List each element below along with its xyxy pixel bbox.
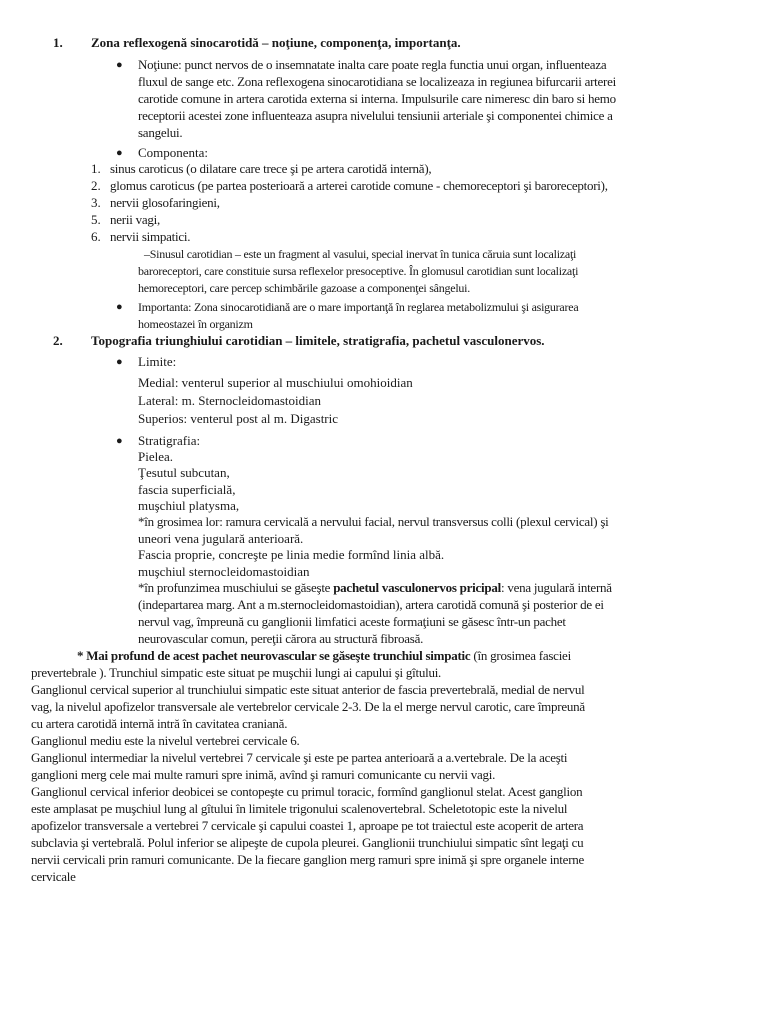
section-1-title: Zona reflexogenă sinocarotidă – noţiune, componenţa, importanţa. [91,35,461,50]
trunchi-line: prevertebrale ). Trunchiul simpatic este situat pe muşchii lungi ai capului şi gîtului. [31,665,442,680]
notiune-line: fluxul de sange etc. Zona reflexogena sinocarotidiana se localizeaza in regiunea bifurcarii arterei [138,74,617,89]
component-number: 6. [91,229,101,244]
notiune-line: carotide comune in artera carotida externa si interna. Impulsurile care nimeresc din baro si hemo [138,91,616,106]
stratigrafia-line: muşchiul platysma, [138,498,240,513]
bullet-icon: ● [116,301,123,313]
trunchi-intro-rest: (în grosimea fasciei [470,648,571,663]
profunzime-line: neurovascular comun, pereţii cărora au structură fibroasă. [138,631,424,646]
stratigrafia-line: uneori vena jugulară anterioară. [138,531,304,546]
sinus-para-line: –Sinusul carotidian – este un fragment al vasului, special inervat în tunica căruia sunt localizaţi [144,247,577,261]
trunchi-intro-line [77,648,571,664]
component-item: nervii simpatici. [110,229,191,244]
component-item: nerii vagi, [110,212,160,227]
trunchi-intro-bold: * Mai profund de acest pachet neurovascular se găseşte trunchiul simpatic [77,648,471,663]
stratigrafia-label: Stratigrafia: [138,433,201,448]
limite-line: Medial: venterul superior al muschiului omohioidian [138,375,413,390]
trunchi-line: vag, la nivelul apofizelor transversale ale vertebrelor cervicale 2-3. De la el merge nervul carotic, care împreună [31,699,585,714]
profunzime-line: (indepartarea marg. Ant a m.sternocleidomastoidian), artera carotidă comună şi posterior de ei [138,597,604,612]
pachet-vasculonervos-term: pachetul vasculonervos pricipal [333,580,501,595]
limite-label: Limite: [138,354,177,369]
stratigrafia-line: Ţesutul subcutan, [138,465,230,480]
section-2-number: 2. [53,333,63,348]
trunchi-line: Ganglionul cervical inferior deobicei se contopeşte cu primul toracic, formînd ganglionul stelat. Acest ganglion [31,784,583,799]
section-1-number: 1. [53,35,63,50]
trunchi-line: ganglioni merg cele mai multe ramuri spre inimă, avînd şi ramuri comunicante cu nervii vagi. [31,767,496,782]
component-item: sinus caroticus (o dilatare care trece şi pe artera carotidă internă), [110,161,432,176]
importanta-line: Importanta: Zona sinocarotidiană are o mare importanţă în reglarea metabolizmului şi asigurarea [138,300,579,314]
trunchi-line: subclavia şi vertebrală. Polul inferior se alipeşte de cupola pleurei. Ganglionii trunchiului simpatic sînt legaţi cu [31,835,584,850]
section-2-title: Topografia triunghiului carotidian – limitele, stratigrafia, pachetul vasculonervos. [91,333,545,348]
profunzime-start: *în profunzimea muschiului se găseşte [138,580,334,595]
sinus-para-line: baroreceptori, care constituie sursa reflexelor presoceptive. În glomusul carotidian sunt localizaţi [138,264,579,278]
notiune-line: receptorii acestei zone influenteaza asupra nivelului tensiunii arteriale şi componentei chimice a [138,108,613,123]
notiune-line: Noţiune: punct nervos de o insemnatate inalta care poate regla functia unui organ, influenteaza [138,57,607,72]
trunchi-line: este amplasat pe muşchiul lung al gîtului în limitele trigonului scalenovertebral. Scheletotopic este la nivelul [31,801,568,816]
stratigrafia-line: Pielea. [138,449,174,464]
component-item: nervii glosofaringieni, [110,195,220,210]
trunchi-line: Ganglionul intermediar la nivelul vertebrei 7 cervicale şi este pe partea anterioară a a.vertebrale. De la aceşti [31,750,568,765]
profunzime-line: nervul vag, împreună cu ganglionii limfatici aceste formaţiuni se găsesc într-un pachet [138,614,566,629]
component-item: glomus caroticus (pe partea posterioară a arterei carotide comune - chemoreceptori şi baroreceptori), [110,178,608,193]
trunchi-line: Ganglionul mediu este la nivelul vertebrei cervicale 6. [31,733,300,748]
componenta-label: Componenta: [138,145,209,160]
importanta-line: homeostazei în organizm [138,317,253,331]
stratigrafia-line: Fascia proprie, concreşte pe linia medie formînd linia albă. [138,547,445,562]
trunchi-line: Ganglionul cervical superior al trunchiului simpatic este situat anterior de fascia prevertebrală, medial de nervul [31,682,585,697]
profunzime-end: : vena jugulară internă [500,580,612,595]
stratigrafia-line: fascia superficială, [138,482,236,497]
component-number: 1. [91,161,101,176]
bullet-icon: ● [116,435,123,447]
trunchi-line: apofizelor transversale a vertebrei 7 cervicale şi capului coastei 1, aproape pe tot traiectul este acoperit de artera [31,818,584,833]
notiune-line: sangelui. [138,125,183,140]
limite-line: Superios: venterul post al m. Digastric [138,411,339,426]
bullet-icon: ● [116,59,123,71]
component-number: 2. [91,178,101,193]
trunchi-line: nervii cervicali prin ramuri comunicante. De la fiecare ganglion merg ramuri spre inimă şi spre organele interne [31,852,585,867]
bullet-icon: ● [116,147,123,159]
trunchi-line: cervicale [31,869,76,884]
bullet-icon: ● [116,356,123,368]
sinus-para-line: hemoreceptori, care percep schimbările gazoase a componenţei sângelui. [138,281,470,295]
limite-line: Lateral: m. Sternocleidomastoidian [138,393,322,408]
trunchi-line: cu artera carotidă internă intră în cavitatea craniană. [31,716,288,731]
profunzime-line [138,580,612,596]
stratigrafia-line: *în grosimea lor: ramura cervicală a nervului facial, nervul transversus colli (plexul cervical) şi [138,514,609,529]
stratigrafia-line: muşchiul sternocleidomastoidian [138,564,310,579]
component-number: 3. [91,195,101,210]
component-number: 5. [91,212,101,227]
